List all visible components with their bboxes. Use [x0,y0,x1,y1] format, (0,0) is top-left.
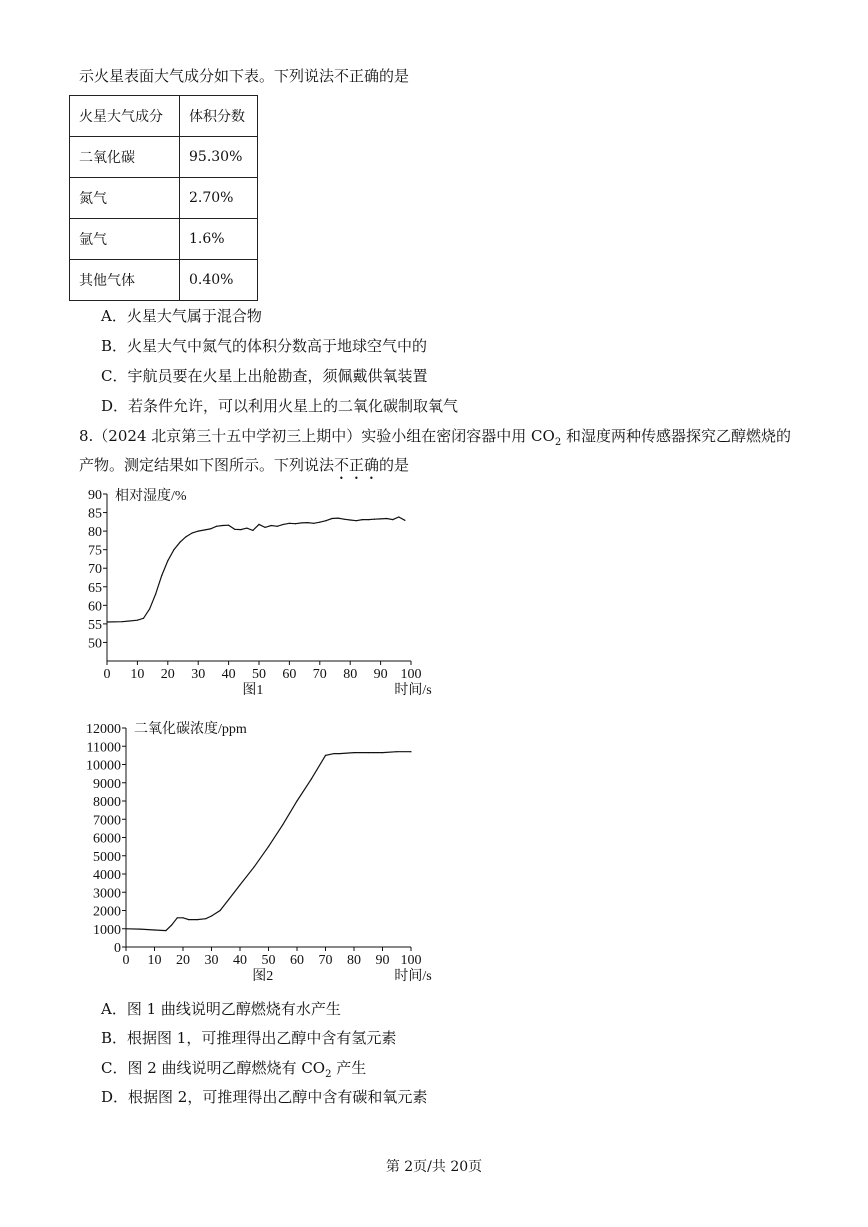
data-point [210,528,211,529]
x-tick-label: 30 [204,953,219,968]
table-cell: 0.40% [180,260,258,301]
data-point [179,542,180,543]
data-point [234,529,235,530]
data-point [252,530,253,531]
x-tick-label: 0 [103,667,111,682]
x-axis-label: 时间/s [394,683,432,698]
question-8-stem-line1 [79,426,791,453]
data-point [173,549,174,550]
q8-option-c [101,1058,366,1085]
data-point [325,755,326,756]
table-header-cell: 火星大气成分 [70,96,180,137]
q8-option-b [101,1028,396,1048]
x-tick-label: 60 [290,953,304,968]
data-point [155,594,156,595]
data-point [137,620,138,621]
q8-option-a [101,999,341,1019]
q8-stem-text: 8.（2024 北京第三十五中学初三上期中）实验小组在密闭容器中用 CO [79,427,555,445]
data-point [396,751,397,752]
co2-chart [60,714,460,994]
table-cell: 95.30% [180,137,258,178]
y-tick-label: 9000 [93,776,121,792]
x-tick-label: 90 [373,667,388,682]
y-tick-label: 8000 [93,795,121,810]
table-cell: 氩气 [70,219,180,260]
x-axis-label: 时间/s [394,969,432,984]
data-point [211,915,212,916]
q8-stem-text: 的是 [379,456,410,474]
y-tick-label: 0 [114,941,121,956]
q7-option-a: A．火星大气属于混合物 [101,307,262,325]
data-point [185,536,186,537]
table-row [70,178,258,219]
data-point [386,518,387,519]
data-point [177,917,178,918]
x-tick-label: 20 [176,953,190,968]
data-point [368,519,369,520]
x-tick-label: 0 [122,953,130,968]
data-point [254,866,255,867]
data-point [296,800,297,801]
y-tick-label: 60 [88,599,102,615]
data-point [264,527,265,528]
option-text: C．图 2 曲线说明乙醇燃烧有 CO [101,1059,326,1077]
data-point [277,526,278,527]
data-point [122,621,123,622]
data-point [204,529,205,530]
data-point [182,917,183,918]
q7-option-d: D．若条件允许，可以利用火星上的二氧化碳制取氧气 [101,397,459,415]
q8-stem-text: 产物。测定结果如下图所示。下列说法 [79,456,335,474]
data-point [171,925,172,926]
option-text: 产生 [331,1059,367,1077]
y-tick-label: 75 [88,543,102,559]
y-tick-label: 4000 [93,868,121,883]
data-point [339,753,340,754]
humidity-chart [60,484,460,714]
chart-title: 图1 [242,683,264,698]
series-line [126,752,411,931]
question-8-stem-line2 [79,455,409,483]
y-tick-label: 6000 [93,831,121,847]
option-subscript: 2 [325,1069,332,1080]
question-7-intro: 示火星表面大气成分如下表。下列说法不正确的是 [79,67,410,85]
y-tick-label: 90 [88,488,102,503]
data-point [374,519,375,520]
data-point [268,846,269,847]
q8-stem-text: 和湿度两种传感器探究乙醇燃烧的 [561,427,791,445]
data-point [333,753,334,754]
data-point [380,518,381,519]
data-point [392,519,393,520]
data-point [282,824,283,825]
table-cell: 其他气体 [70,260,180,301]
data-point [198,531,199,532]
y-tick-label: 70 [88,562,102,578]
x-tick-label: 70 [312,667,327,682]
data-point [362,519,363,520]
data-point [222,525,223,526]
data-point [140,929,141,930]
y-tick-label: 85 [88,506,102,522]
y-tick-label: 11000 [86,740,121,756]
x-tick-label: 50 [252,667,266,682]
y-tick-label: 55 [88,617,102,633]
table-header-cell: 体积分数 [180,96,258,137]
data-point [205,918,206,919]
option-text: D．根据图 2，可推理得出乙醇中含有碳和氧元素 [101,1088,428,1106]
q7-option-b: B．火星大气中氮气的体积分数高于地球空气中的 [101,337,428,355]
y-tick-label: 10000 [86,758,121,774]
data-point [143,618,144,619]
data-point [188,919,189,920]
data-point [368,752,369,753]
data-point [295,523,296,524]
page-footer: 第 2页/共 20页 [385,1159,483,1175]
y-axis-label: 相对湿度/% [115,489,187,504]
table-row [70,260,258,301]
x-tick-label: 80 [347,953,361,968]
data-point [246,528,247,529]
data-point [301,522,302,523]
x-tick-label: 40 [233,953,247,968]
data-point [219,910,220,911]
table-cell: 2.70% [180,178,258,219]
y-tick-label: 80 [88,525,102,541]
series-line [107,517,405,622]
x-tick-label: 30 [191,667,206,682]
data-point [344,519,345,520]
data-point [382,752,383,753]
table-header-row [70,96,258,137]
q8-stem-subscript: 2 [554,437,562,448]
data-point [350,519,351,520]
data-point [125,928,126,929]
x-tick-label: 100 [400,667,422,682]
q8-option-d [101,1087,427,1107]
x-tick-label: 20 [160,667,175,682]
data-point [398,516,399,517]
y-tick-label: 12000 [86,722,121,737]
x-tick-label: 80 [343,667,358,682]
x-tick-label: 10 [130,667,145,682]
y-tick-label: 3000 [93,886,121,902]
data-point [239,884,240,885]
data-point [307,522,308,523]
data-point [289,523,290,524]
data-point [197,919,198,920]
x-tick-label: 10 [147,953,162,968]
y-tick-label: 1000 [93,922,121,938]
data-point [216,526,217,527]
data-point [331,518,332,519]
data-point [313,523,314,524]
data-point [167,560,168,561]
data-point [353,752,354,753]
table-row [70,137,258,178]
data-point [258,524,259,525]
y-tick-label: 50 [88,636,102,652]
y-tick-label: 65 [88,580,102,596]
table-cell: 1.6% [180,219,258,260]
data-point [106,621,107,622]
mars-atmosphere-table [69,95,258,301]
x-tick-label: 50 [261,953,276,968]
data-point [271,525,272,526]
x-tick-label: 100 [400,953,422,968]
y-axis-label: 二氧化碳浓度/ppm [134,722,247,737]
data-point [404,520,405,521]
data-point [149,608,150,609]
x-tick-label: 40 [221,667,236,682]
data-point [311,779,312,780]
data-point [228,899,229,900]
data-point [154,929,155,930]
data-point [325,520,326,521]
y-tick-label: 5000 [93,849,121,865]
data-point [161,575,162,576]
table-cell: 氮气 [70,178,180,219]
y-tick-label: 2000 [93,904,121,920]
x-tick-label: 90 [375,953,390,968]
chart-title: 图2 [252,969,274,984]
option-text: A．图 1 曲线说明乙醇燃烧有水产生 [101,1000,341,1018]
q8-stem-emphasis: 不正确 [334,456,380,474]
data-point [356,520,357,521]
q7-option-c: C．宇航员要在火星上出舱勘查，须佩戴供氧装置 [101,367,428,385]
table-cell: 二氧化碳 [70,137,180,178]
y-tick-label: 7000 [93,813,121,829]
data-point [337,518,338,519]
data-point [192,532,193,533]
data-point [165,930,166,931]
option-text: B．根据图 1，可推理得出乙醇中含有氢元素 [101,1029,397,1047]
data-point [240,529,241,530]
x-tick-label: 70 [318,953,333,968]
data-point [410,751,411,752]
data-point [283,524,284,525]
x-tick-label: 60 [282,667,297,682]
data-point [319,522,320,523]
data-point [228,525,229,526]
table-row [70,219,258,260]
